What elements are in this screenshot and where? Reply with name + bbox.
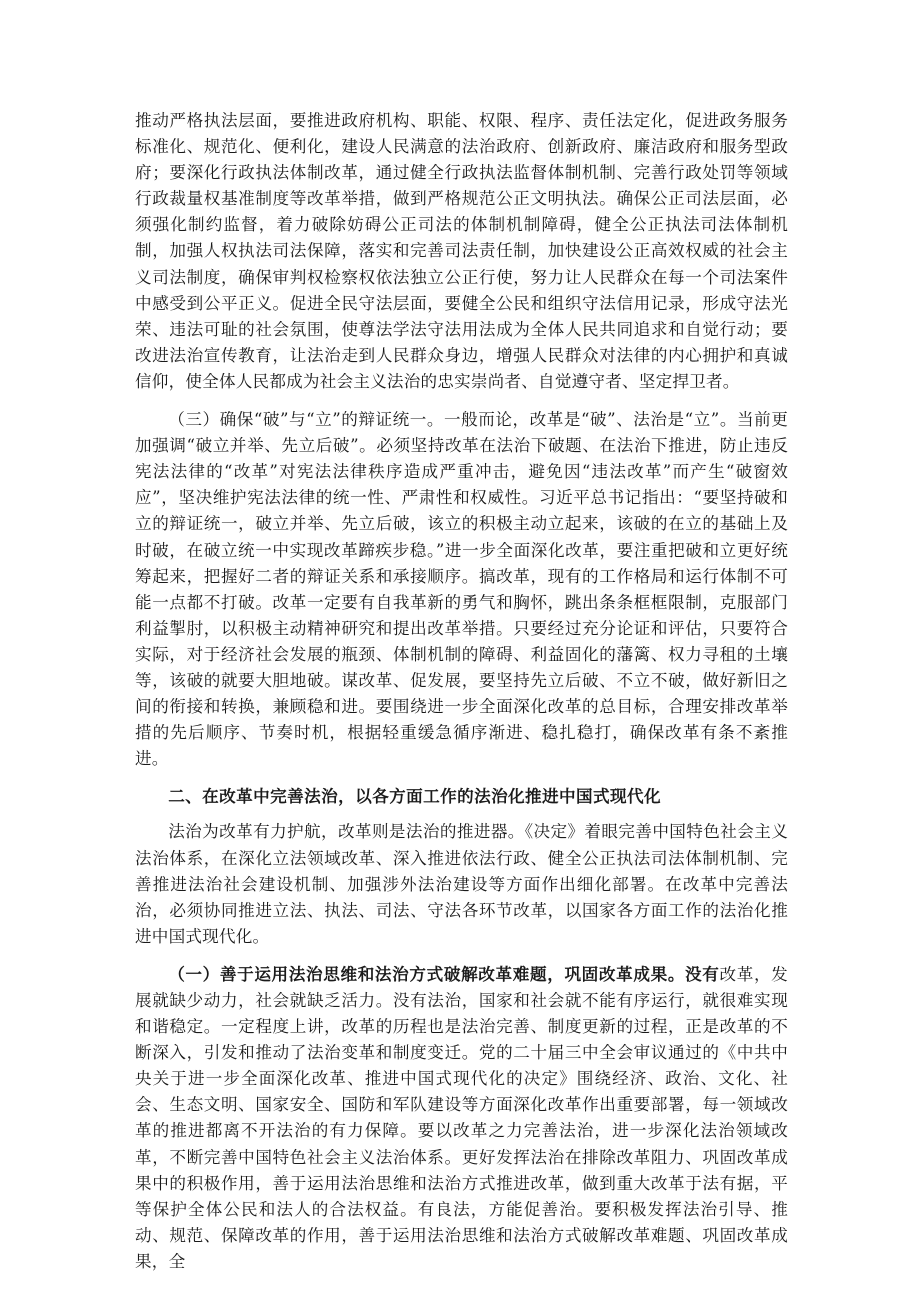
- section-heading-2: 二、在改革中完善法治，以各方面工作的法治化推进中国式现代化: [168, 787, 662, 807]
- paragraph-lead-bold: （一）善于运用法治思维和法治方式破解改革难题，巩固改革成果。没有: [168, 964, 720, 984]
- paragraph-legal-thinking: [135, 962, 788, 1275]
- paragraph-rule-of-law-reform: 法治为改革有力护航，改革则是法治的推进器。《决定》着眼完善中国特色社会主义法治体系，在深化立法领域改革、深入推进依法行政、健全公正执法司法体制机制、完善推进法治社会建设机制、加强涉外法治建设等方面作出细化部署。在改革中完善法治，必须协同推进立法、执法、司法、守法各环节改革，以国家各方面工作的法治化推进中国式现代化。: [135, 822, 788, 946]
- document-body: [135, 108, 788, 1275]
- paragraph-break-and-build: （三）确保“破”与“立”的辩证统一。一般而论，改革是“破”、法治是“立”。当前更加强调“破立并举、先立后破”。必须坚持改革在法治下破题、在法治下推进，防止违反宪法法律的“改革”对宪法法律秩序造成严重冲击，避免因“违法改革”而产生“破窗效应”，坚决维护宪法法律的统一性、严肃性和权威性。习近平总书记指出：“要坚持破和立的辩证统一，破立并举、先立后破，该立的积极主动立起来，该破的在立的基础上及时破，在破立统一中实现改革蹄疾步稳。”进一步全面深化改革，要注重把破和立更好统筹起来，把握好二者的辩证关系和承接顺序。搞改革，现有的工作格局和运行体制不可能一点都不打破。改革一定要有自我革新的勇气和胸怀，跳出条条框框限制，克服部门利益掣肘，以积极主动精神研究和提出改革举措。只要经过充分论证和评估，只要符合实际，对于经济社会发展的瓶颈、体制机制的障碍、利益固化的藩篱、权力寻租的土壤等，该破的就要大胆地破。谋改革、促发展，要坚持先立后破、不立不破，做好新旧之间的衔接和转换，兼顾稳和进。要围绕进一步全面深化改革的总目标，合理安排改革举措的先后顺序、节奏时机，根据轻重缓急循序渐进、稳扎稳打，确保改革有条不紊推进。: [135, 410, 788, 769]
- paragraph-body-text: 改革，发展就缺少动力，社会就缺乏活力。没有法治，国家和社会就不能有序运行，就很难实现和谐稳定。一定程度上讲，改革的历程也是法治完善、制度更新的过程，正是改革的不断深入，引发和推动了法治变革和制度变迁。党的二十届三中全会审议通过的《中共中央关于进一步全面深化改革、推进中国式现代化的决定》围绕经济、政治、文化、社会、生态文明、国家安全、国防和军队建设等方面深化改革作出重要部署，每一领域改革的推进都离不开法治的有力保障。要以改革之力完善法治，进一步深化法治领域改革，不断完善中国特色社会主义法治体系。更好发挥法治在排除改革阻力、巩固改革成果中的积极作用，善于运用法治思维和法治方式推进改革，做到重大改革于法有据，平等保护全体公民和法人的合法权益。有良法，方能促善治。要积极发挥法治引导、推动、规范、保障改革的作用，善于运用法治思维和法治方式破解改革难题、巩固改革成果，全: [135, 964, 788, 1271]
- paragraph-strict-law-enforcement: 推动严格执法层面，要推进政府机构、职能、权限、程序、责任法定化，促进政务服务标准化、规范化、便利化，建设人民满意的法治政府、创新政府、廉洁政府和服务型政府；要深化行政执法体制改革，通过健全行政执法监督体制机制、完善行政处罚等领域行政裁量权基准制度等改革举措，做到严格规范公正文明执法。确保公正司法层面，必须强化制约监督，着力破除妨碍公正司法的体制机制障碍，健全公正执法司法体制机制，加强人权执法司法保障，落实和完善司法责任制，加快建设公正高效权威的社会主义司法制度，确保审判权检察权依法独立公正行使，努力让人民群众在每一个司法案件中感受到公平正义。促进全民守法层面，要健全公民和组织守法信用记录，形成守法光荣、违法可耻的社会氛围，使尊法学法守法用法成为全体人民共同追求和自觉行动；要改进法治宣传教育，让法治走到人民群众身边，增强人民群众对法律的内心拥护和真诚信仰，使全体人民都成为社会主义法治的忠实崇尚者、自觉遵守者、坚定捍卫者。: [135, 111, 788, 391]
